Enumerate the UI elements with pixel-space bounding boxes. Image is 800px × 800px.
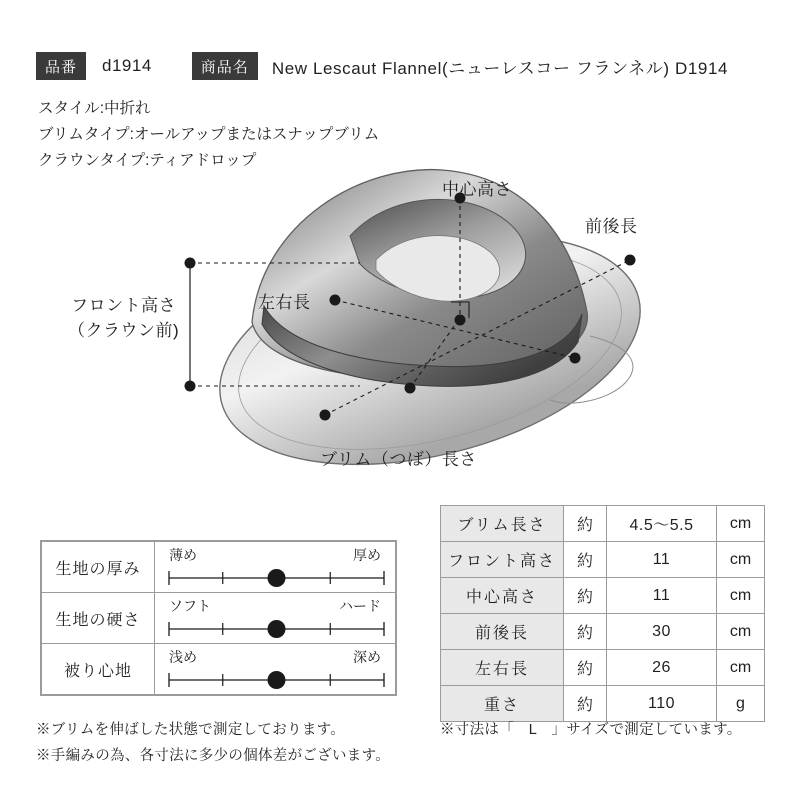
rating-scale-firmness	[155, 593, 396, 644]
measurement-table	[440, 505, 765, 722]
label-front-height	[68, 293, 179, 343]
measurement-unit-brim: cm	[717, 506, 765, 542]
name-value: New Lescaut Flannel(ニューレスコー フランネル) D1914	[271, 58, 729, 78]
rating-row-fit	[42, 644, 396, 695]
rating-left-thickness: 薄め	[169, 547, 197, 563]
label-front-back: 前後長	[585, 217, 638, 236]
measurement-unit-center-height: cm	[717, 578, 765, 614]
measurement-name-center-height: 中心高さ	[441, 578, 564, 614]
measurement-name-front-height: フロント高さ	[441, 542, 564, 578]
measurement-name-weight: 重さ	[441, 686, 564, 722]
measurement-row-front-back	[441, 614, 765, 650]
label-left-right: 左右長	[258, 293, 311, 312]
measurement-value-front-back: 30	[607, 614, 717, 650]
rating-left-fit: 浅め	[169, 649, 197, 665]
note-size-measured: ※寸法は「 L 」サイズで測定しています。	[440, 722, 742, 738]
label-brim-length: ブリム（つば）長さ	[320, 450, 477, 469]
measurement-value-weight: 110	[607, 686, 717, 722]
rating-scale-svg-fit	[155, 668, 398, 690]
measurement-approx-left-right: 約	[564, 650, 607, 686]
note-brim-stretched: ※ブリムを伸ばした状態で測定しております。	[36, 722, 346, 738]
rating-name-firmness: 生地の硬さ	[42, 593, 155, 644]
rating-right-firmness: ハード	[339, 598, 381, 614]
rating-name-fit: 被り心地	[42, 644, 155, 695]
note-handmade-variance: ※手編みの為、各寸法に多少の個体差がございます。	[36, 748, 391, 764]
rating-row-firmness	[42, 593, 396, 644]
measurement-row-center-height	[441, 578, 765, 614]
rating-left-firmness: ソフト	[169, 598, 211, 614]
measurement-name-front-back: 前後長	[441, 614, 564, 650]
label-front-height-line2: （クラウン前)	[68, 321, 180, 340]
measurement-unit-weight: g	[717, 686, 765, 722]
measurement-row-brim	[441, 506, 765, 542]
measurement-name-brim: ブリム長さ	[441, 506, 564, 542]
measurement-approx-front-back: 約	[564, 614, 607, 650]
spec-item-crown-type: クラウンタイプ:ティアドロップ	[38, 152, 257, 169]
code-value: d1914	[102, 56, 152, 75]
rating-table	[40, 540, 397, 696]
measurement-value-front-height: 11	[607, 542, 717, 578]
rating-name-thickness: 生地の厚み	[42, 542, 155, 593]
measurement-row-left-right	[441, 650, 765, 686]
rating-scale-svg-thickness	[155, 566, 398, 588]
measurement-value-brim: 4.5〜5.5	[607, 506, 717, 542]
measurement-approx-brim: 約	[564, 506, 607, 542]
measurement-row-weight	[441, 686, 765, 722]
label-front-height-line1: フロント高さ	[71, 296, 177, 315]
rating-right-fit: 深め	[353, 649, 381, 665]
label-center-height: 中心高さ	[442, 180, 512, 199]
code-label: 品番	[36, 52, 86, 80]
spec-item-brim-type: ブリムタイプ:オールアップまたはスナップブリム	[38, 126, 380, 143]
measurement-value-center-height: 11	[607, 578, 717, 614]
rating-row-thickness	[42, 542, 396, 593]
rating-scale-svg-firmness	[155, 617, 398, 639]
rating-right-thickness: 厚め	[353, 547, 381, 563]
hat-measurement-diagram	[30, 150, 770, 490]
measurement-unit-left-right: cm	[717, 650, 765, 686]
measurement-name-left-right: 左右長	[441, 650, 564, 686]
rating-scale-fit	[155, 644, 396, 695]
header	[36, 52, 766, 82]
spec-item-style: スタイル:中折れ	[38, 100, 151, 117]
measurement-row-front-height	[441, 542, 765, 578]
measurement-unit-front-height: cm	[717, 542, 765, 578]
measurement-approx-front-height: 約	[564, 542, 607, 578]
measurement-approx-center-height: 約	[564, 578, 607, 614]
rating-scale-thickness	[155, 542, 396, 593]
measurement-unit-front-back: cm	[717, 614, 765, 650]
name-label: 商品名	[192, 52, 258, 80]
measurement-value-left-right: 26	[607, 650, 717, 686]
measurement-approx-weight: 約	[564, 686, 607, 722]
